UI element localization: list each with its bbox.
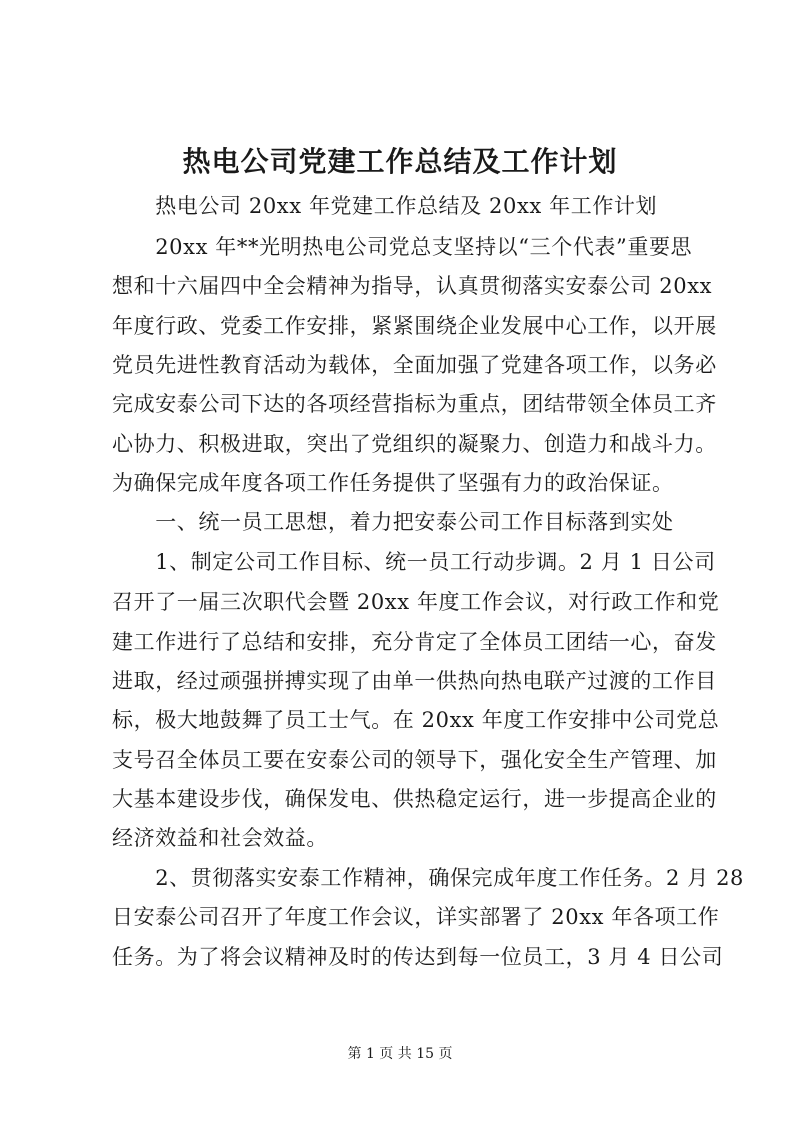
section-heading: 一、统一员工思想，着力把安泰公司工作目标落到实处: [112, 510, 674, 534]
text-line: 年度行政、党委工作安排，紧紧围绕企业发展中心工作，以开展: [112, 314, 717, 338]
text-line: 任务。为了将会议精神及时的传达到每一位员工，3 月 4 日公司: [112, 945, 724, 969]
page-footer: 第 1 页 共 15 页: [347, 1046, 453, 1062]
text-line: 进取，经过顽强拼搏实现了由单一供热向热电联产过渡的工作目: [112, 669, 717, 693]
text-line: 心协力、积极进取，突出了党组织的凝聚力、创造力和战斗力。: [112, 432, 717, 456]
text-line: 召开了一届三次职代会暨 20xx 年度工作会议，对行政工作和党: [112, 590, 720, 614]
text-line: 20xx 年**光明热电公司党总支坚持以“三个代表”重要思: [112, 235, 693, 259]
text-line: 热电公司 20xx 年党建工作总结及 20xx 年工作计划: [112, 194, 658, 218]
text-line: 1、制定公司工作目标、统一员工行动步调。2 月 1 日公司: [112, 550, 716, 574]
text-line: 标，极大地鼓舞了员工士气。在 20xx 年度工作安排中公司党总: [112, 708, 720, 732]
text-line: 完成安泰公司下达的各项经营指标为重点，团结带领全体员工齐: [112, 392, 717, 416]
text-line: 想和十六届四中全会精神为指导，认真贯彻落实安泰公司 20xx: [112, 274, 713, 298]
text-line: 党员先进性教育活动为载体，全面加强了党建各项工作，以务必: [112, 353, 717, 377]
document-title: 热电公司党建工作总结及工作计划: [182, 145, 618, 178]
text-line: 大基本建设步伐，确保发电、供热稳定运行，进一步提高企业的: [112, 787, 717, 811]
text-line: 支号召全体员工要在安泰公司的领导下，强化安全生产管理、加: [112, 748, 717, 772]
text-line: 2、贯彻落实安泰工作精神，确保完成年度工作任务。2 月 28: [112, 866, 744, 890]
text-line: 为确保完成年度各项工作任务提供了坚强有力的政治保证。: [112, 471, 674, 495]
text-line: 日安泰公司召开了年度工作会议，详实部署了 20xx 年各项工作: [112, 905, 720, 929]
text-line: 经济效益和社会效益。: [112, 826, 328, 850]
text-line: 建工作进行了总结和安排，充分肯定了全体员工团结一心，奋发: [112, 630, 717, 654]
